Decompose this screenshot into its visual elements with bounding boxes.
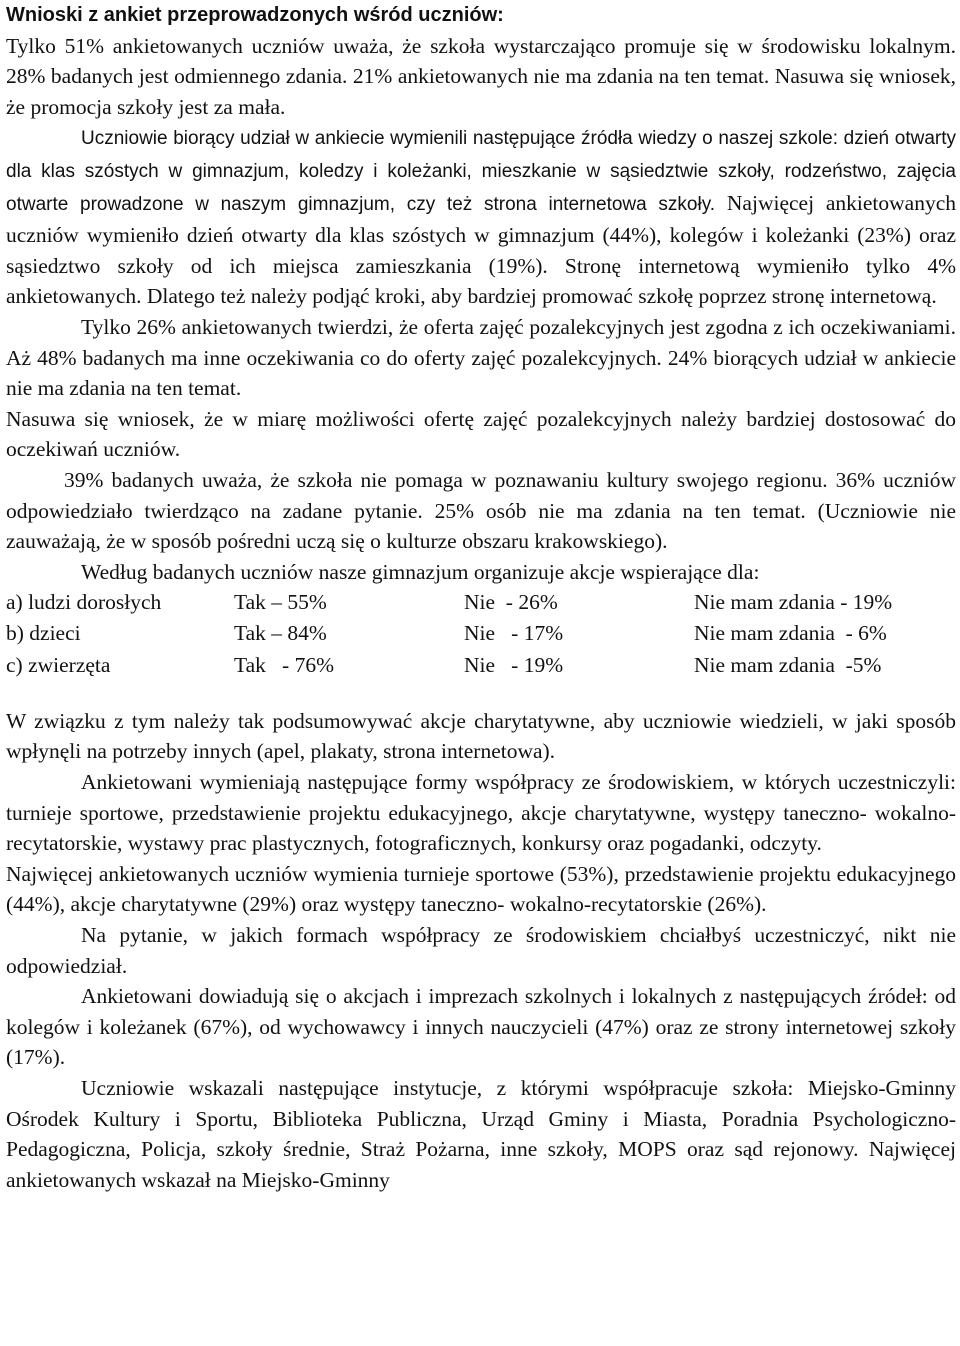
spacer [6, 681, 956, 706]
document-page [6, 0, 956, 1195]
table-row [6, 587, 956, 618]
paragraph-cooperation-results: Najwięcej ankietowanych uczniów wymienia turnieje sportowe (53%), przedstawienie projektu edukacyjnego (44%), akcje charytatywne (29%) oraz występy taneczno- wokalno-recytatorskie (26%). [6, 861, 956, 917]
row-no-opinion: Nie mam zdania - 19% [694, 590, 893, 615]
paragraph-information-sources: Ankietowani dowiadują się o akcjach i imprezach szkolnych i lokalnych z następujących źródeł: od kolegów i koleżanek (67%), od wychowawcy i innych nauczycieli (47%) oraz ze strony internetowej szkoły (17%). [6, 984, 956, 1070]
row-no: Nie - 17% [464, 621, 564, 646]
paragraph-regional-culture: 39% badanych uważa, że szkoła nie pomaga w poznawaniu kultury swojego regionu. 36% uczniów odpowiedziało twierdząco na zadane pytanie. 25% osób nie ma zdania na ten temat. (Uczniowie nie zauważają, że w sposób pośredni uczą się o kulturze obszaru krakowskiego). [6, 467, 956, 554]
row-yes: Tak – 55% [234, 590, 327, 615]
paragraph-extracurricular: Tylko 26% ankietowanych twierdzi, że oferta zajęć pozalekcyjnych jest zgodna z ich oczekiwaniami. Aż 48% badanych ma inne oczekiwania co do oferty zajęć pozalekcyjnych. 24% biorących udział w ankiecie nie ma zdania na ten temat. [6, 314, 956, 401]
row-yes: Tak - 76% [234, 652, 334, 677]
table-row [6, 650, 956, 681]
paragraph-extracurricular-conclusion: Nasuwa się wniosek, że w miarę możliwości ofertę zajęć pozalekcyjnych należy bardziej dostosować do oczekiwań uczniów. [6, 406, 956, 462]
table-row [6, 618, 956, 649]
row-no: Nie - 26% [464, 590, 558, 615]
document-heading: Wnioski z ankiet przeprowadzonych wśród uczniów: [6, 4, 504, 26]
paragraph-cooperation-question: Na pytanie, w jakich formach współpracy ze środowiskiem chciałbyś uczestniczyć, nikt nie odpowiedział. [6, 923, 956, 978]
row-no: Nie - 19% [464, 652, 564, 677]
knowledge-sources-list: Uczniowie biorący udział w ankiecie wymienili następujące źródła wiedzy o naszej szkole: dzień otwarty dla klas szóstych w gimnazjum, koledzy i koleżanki, mieszkanie w sąsiedztwie szkoły, rodzeństwo, zajęcia otwarte prowadzone w naszym gimnazjum, czy też strona internetowa szkoły. [6, 128, 956, 215]
paragraph-cooperation-forms: Ankietowani wymieniają następujące formy współpracy ze środowiskiem, w których uczestniczyli: turnieje sportowe, przedstawienie projektu edukacyjnego, akcje charytatywne, występy taneczno- wokalno-recytatorskie, wystawy prac plastycznych, fotograficznych, konkursy oraz pogadanki, odczyty. [6, 770, 956, 856]
paragraph-knowledge-sources [6, 122, 956, 312]
row-group: b) dzieci [6, 621, 81, 646]
row-no-opinion: Nie mam zdania - 6% [694, 621, 887, 646]
row-yes: Tak – 84% [234, 621, 327, 646]
knowledge-sources-results: Najwięcej ankietowanych uczniów wymieniło dzień otwarty dla klas szóstych w gimnazjum (44%), kolegów i koleżanki (23%) oraz sąsiedztwo szkoły od ich miejsca zamieszkania (19%). Stronę internetową wymieniło tylko 4% ankietowanych. Dlatego też należy podjąć kroki, aby bardziej promować szkołę poprzez stronę internetową. [6, 190, 957, 309]
row-group: c) zwierzęta [6, 652, 111, 677]
row-no-opinion: Nie mam zdania -5% [694, 652, 882, 677]
paragraph-support-actions: Według badanych uczniów nasze gimnazjum organizuje akcje wspierające dla: [81, 559, 760, 584]
paragraph-charity-summary: W związku z tym należy tak podsumowywać akcje charytatywne, aby uczniowie wiedzieli, w jaki sposób wpłynęli na potrzeby innych (apel, plakaty, strona internetowa). [6, 708, 956, 764]
support-actions-table [6, 587, 956, 681]
row-group: a) ludzi dorosłych [6, 590, 162, 615]
paragraph-promotion: Tylko 51% ankietowanych uczniów uważa, że szkoła wystarczająco promuje się w środowisku lokalnym. 28% badanych jest odmiennego zdania. 21% ankietowanych nie ma zdania na ten temat. Nasuwa się wniosek, że promocja szkoły jest za mała. [6, 33, 956, 119]
paragraph-institutions: Uczniowie wskazali następujące instytucje, z którymi współpracuje szkoła: Miejsko-Gminny Ośrodek Kultury i Sportu, Biblioteka Publiczna, Urząd Gminy i Miasta, Poradnia Psychologiczno-Pedagogiczna, Policja, szkoły średnie, Straż Pożarna, inne szkoły, MOPS oraz sąd rejonowy. Najwięcej ankietowanych wskazał na Miejsko-Gminny [6, 1075, 956, 1192]
